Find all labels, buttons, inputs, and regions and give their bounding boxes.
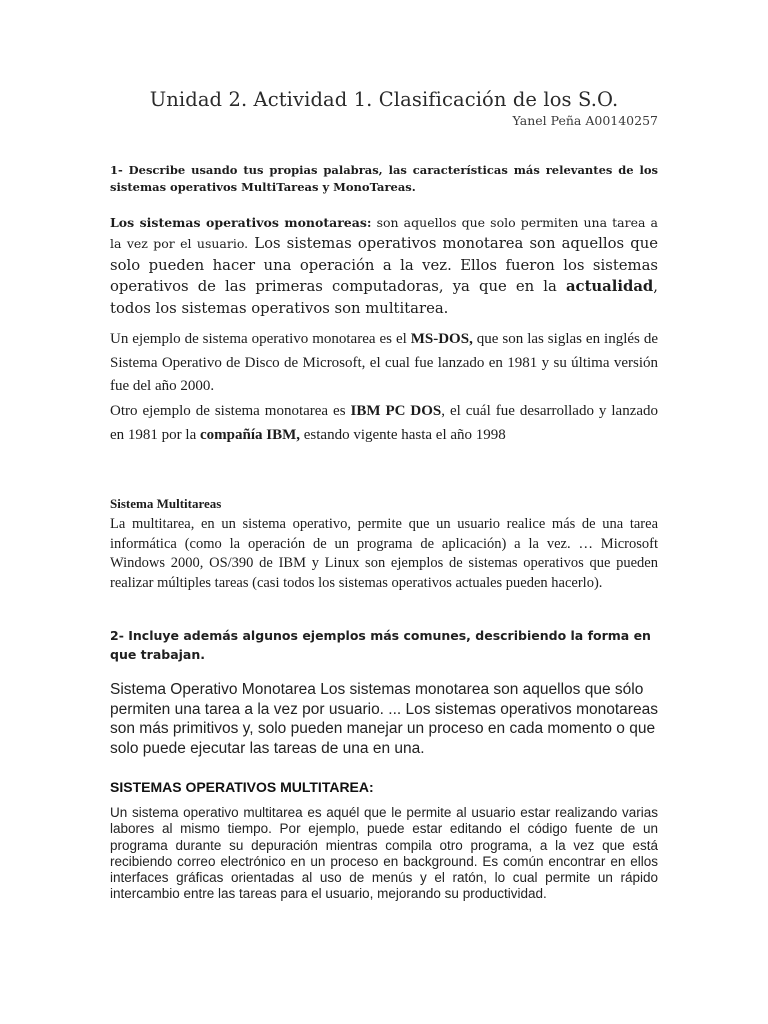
answer2-multitarea-heading: SISTEMAS OPERATIVOS MULTITAREA:: [110, 779, 374, 795]
monotarea-heading: Los sistemas operativos monotareas:: [110, 215, 372, 230]
monotarea-lead-text: son aquellos que solo permiten una tarea a la vez por el usuario.: [110, 215, 658, 251]
msdos-text-2: que son las siglas en inglés de Sistema Operativo de Disco de Microsoft, el cual fue lanzado en 1981 y su última versión fue del año 2000.: [110, 331, 658, 394]
answer2-multitarea-body: Un sistema operativo multitarea es aquél que le permite al usuario estar realizando varias labores al mismo tiempo. Por ejemplo, puede estar editando el código fuente de un programa durante su depuración mientras compila otro programa, a la vez que está recibiendo correo electrónico en un proceso en background. Es común encontrar en ellos interfaces gráficas orientadas al uso de menús y el ratón, lo cual permite un rápido intercambio entre las tareas para el usuario, mejorando su productividad.: [110, 805, 658, 902]
answer2-monotarea-paragraph: Sistema Operativo Monotarea Los sistemas monotarea son aquellos que sólo permiten una tarea a la vez por usuario. ... Los sistemas operativos monotareas son más primitivos y, solo pueden manejar un proceso en cada momento o que solo puede ejecutar las tareas de una en una.: [110, 681, 658, 757]
multitarea-body: La multitarea, en un sistema operativo, permite que un usuario realice más de una tarea informática (como la operación de un programa de aplicación) a la vez. … Microsoft Windows 2000, OS/390 de IBM y Linux son ejemplos de sistemas operativos que pueden realizar múltiples tareas (casi todos los sistemas operativos actuales pueden hacerlo).: [110, 516, 658, 591]
ibm-text-3: estando vigente hasta el año 1998: [300, 426, 506, 443]
ibm-text-2: , el cuál fue desarrollado y lanzado en 1981 por la: [110, 403, 659, 443]
msdos-bold: MS-DOS,: [410, 331, 473, 347]
monotarea-rest-text-2: , todos los sistemas operativos son multitarea.: [110, 278, 658, 317]
question-2: 2- Incluye además algunos ejemplos más comunes, describiendo la forma en que trabajan.: [110, 628, 651, 662]
multitarea-heading: Sistema Multitareas: [110, 496, 222, 511]
monotarea-rest-bold: actualidad: [565, 278, 654, 295]
ibm-text-1: Otro ejemplo de sistema monotarea es: [110, 403, 351, 419]
msdos-paragraph: [110, 328, 658, 399]
question-1: 1- Describe usando tus propias palabras, las características más relevantes de los sistemas operativos MultiTareas y MonoTareas.: [110, 163, 658, 194]
document-title: Unidad 2. Actividad 1. Clasificación de los S.O.: [149, 88, 619, 111]
msdos-text-1: Un ejemplo de sistema operativo monotarea es el: [110, 331, 411, 347]
ibm-bold-1: IBM PC DOS: [350, 403, 442, 419]
monotarea-paragraph: [110, 212, 658, 319]
ibm-bold-2: compañía IBM,: [199, 426, 300, 443]
document-author: Yanel Peña A00140257: [512, 113, 658, 128]
ibm-paragraph: [110, 400, 658, 447]
monotarea-rest-text-1: Los sistemas operativos monotarea son aquellos que solo pueden hacer una operación a la vez. Ellos fueron los sistemas operativos de las primeras computadoras, ya que en la: [110, 235, 659, 295]
